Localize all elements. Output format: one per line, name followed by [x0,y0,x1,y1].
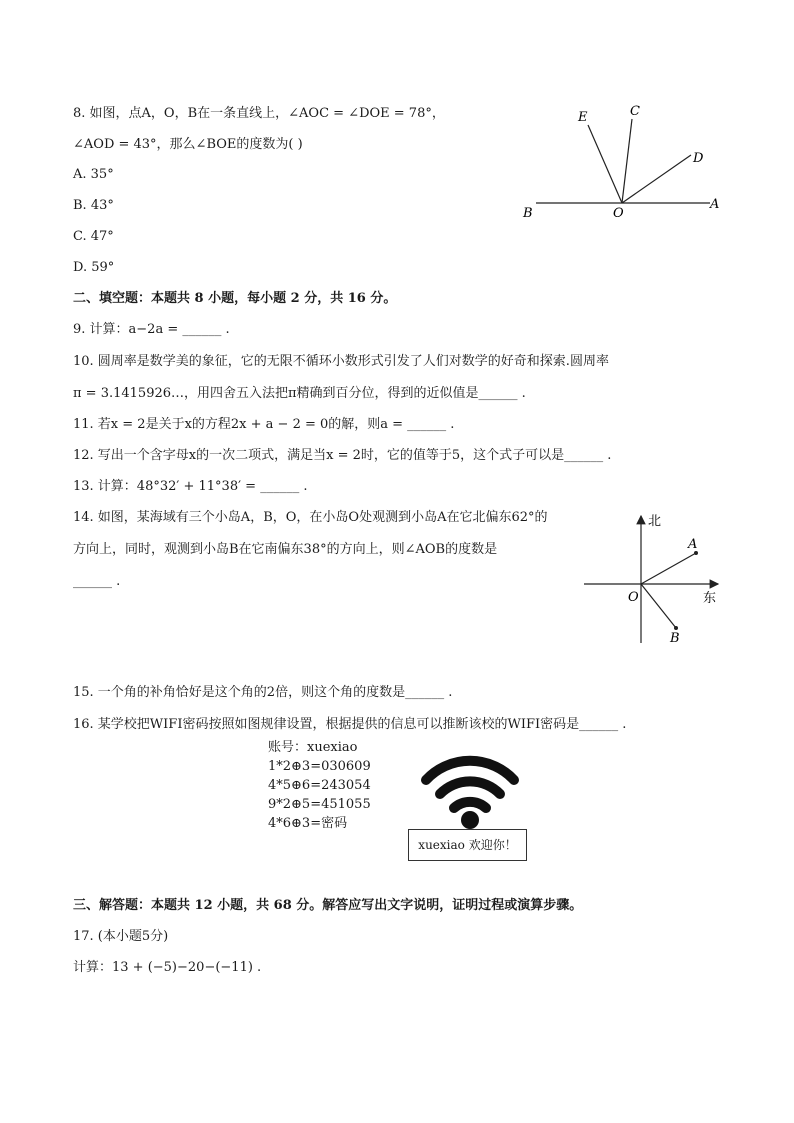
q14-line3: ______ . [73,574,121,589]
q10-line1: 10. 圆周率是数学美的象征，它的无限不循环小数形式引发了人们对数学的好奇和探索.圆周率 [73,354,609,369]
q8-option-b: B. 43° [73,198,114,213]
wifi-icon [420,746,520,830]
label-c: C [630,104,640,119]
label-o: O [613,206,624,221]
q14-line2: 方向上，同时，观测到小岛B在它南偏东38°的方向上，则∠AOB的度数是 [73,542,498,557]
q15-text: 15. 一个角的补角恰好是这个角的2倍，则这个角的度数是______ . [73,685,453,700]
q14-line1: 14. 如图，某海域有三个小岛A，B，O，在小岛O处观测到小岛A在它北偏东62°的 [73,510,548,525]
label-d: D [693,151,704,166]
label-a: A [688,537,698,552]
label-north: 北 [648,514,662,529]
q10-line2: π = 3.1415926…，用四舍五入法把π精确到百分位，得到的近似值是______ . [73,386,526,401]
q8-line2: ∠AOD = 43°，那么∠BOE的度数为( ) [73,137,303,152]
q8-line1: 8. 如图，点A，O，B在一条直线上，∠AOC = ∠DOE = 78°， [73,106,445,121]
q11-text: 11. 若x = 2是关于x的方程2x + a − 2 = 0的解，则a = ______ . [73,417,455,432]
wifi-account: 账号：xuexiao [268,740,358,755]
point-b [674,626,678,630]
ray-oa [641,553,696,584]
q17-title: 17. (本小题5分) [73,929,169,944]
ray-oc [622,119,632,203]
section3-heading: 三、解答题：本题共 12 小题，共 68 分。解答应写出文字说明，证明过程或演算步骤。 [73,898,583,913]
q16-text: 16. 某学校把WIFI密码按照如图规律设置，根据提供的信息可以推断该校的WIFI密码是______ . [73,717,627,732]
label-b: B [670,631,680,646]
wifi-rule-3: 9*2⊕5=451055 [268,797,371,812]
wifi-rule-4: 4*6⊕3=密码 [268,816,348,831]
label-east: 东 [703,591,717,606]
q8-option-c: C. 47° [73,229,114,244]
q9-text: 9. 计算：a−2a = ______ . [73,322,230,337]
ray-od [622,155,691,203]
label-o: O [628,590,639,605]
wifi-rule-2: 4*5⊕6=243054 [268,778,371,793]
q8-option-a: A. 35° [73,167,114,182]
q13-text: 13. 计算：48°32′ + 11°38′ = ______ . [73,479,308,494]
label-b: B [523,206,533,221]
wifi-welcome-box: xuexiao 欢迎你！ [408,829,527,861]
q12-text: 12. 写出一个含字母x的一次二项式，满足当x = 2时，它的值等于5，这个式子可以是______ . [73,448,612,463]
q8-option-d: D. 59° [73,260,115,275]
label-a: A [710,197,720,212]
label-e: E [578,110,588,125]
q8-figure [515,95,735,225]
section2-heading: 二、填空题：本题共 8 小题，每小题 2 分，共 16 分。 [73,291,397,306]
wifi-rule-1: 1*2⊕3=030609 [268,759,371,774]
q14-compass-figure [580,508,730,648]
q17-text: 计算：13 + (−5)−20−(−11) . [73,960,262,975]
ray-ob [641,584,676,628]
ray-oe [588,125,622,203]
